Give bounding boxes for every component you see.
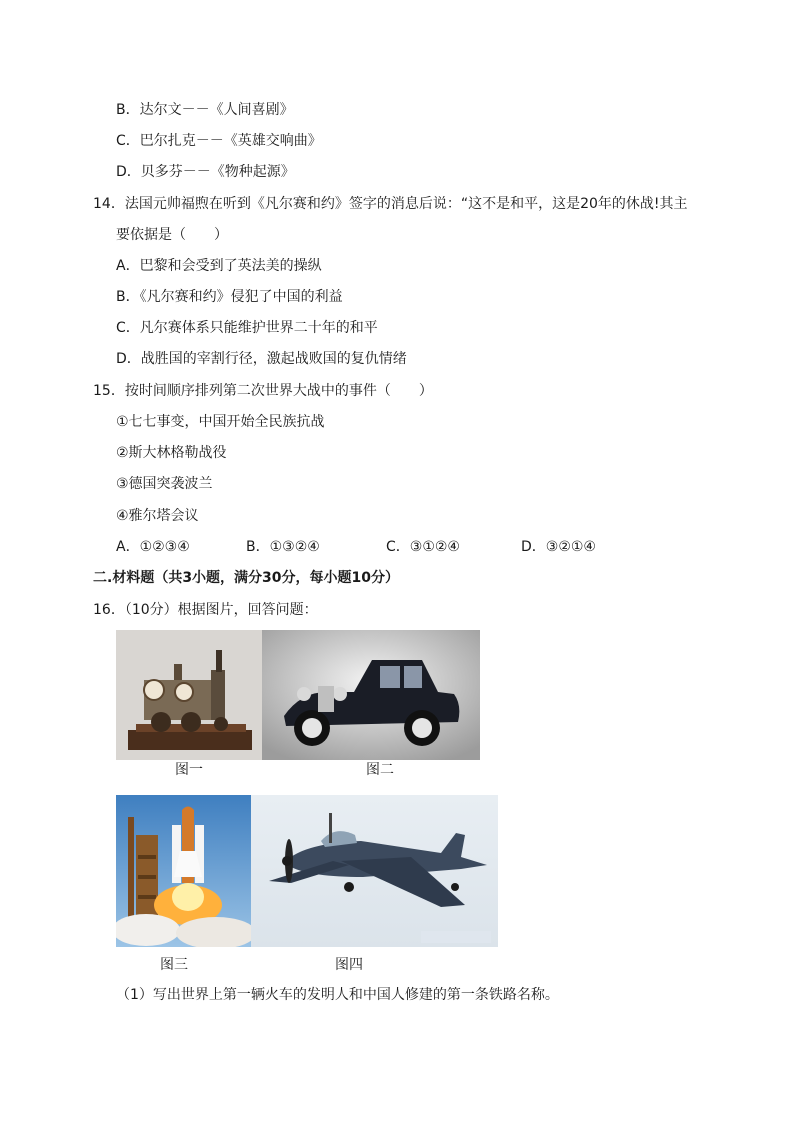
q14-stem-line2: 要依据是（ ） <box>116 227 228 243</box>
figure-1-caption: 图一 <box>175 762 203 778</box>
figure-2-car <box>262 630 480 760</box>
q13-option-d: D．贝多芬－－《物种起源》 <box>116 164 295 180</box>
q16-sub-1: （1）写出世界上第一辆火车的发明人和中国人修建的第一条铁路名称。 <box>116 987 559 1003</box>
figure-4-caption: 图四 <box>335 957 363 973</box>
figure-1-locomotive <box>116 630 262 760</box>
q13-option-c: C．巴尔扎克－－《英雄交响曲》 <box>116 133 322 149</box>
section-title: 二.材料题（共3小题，满分30分，每小题10分） <box>93 570 400 586</box>
q15-item-1: ①七七事变，中国开始全民族抗战 <box>116 414 325 430</box>
q14-stem-line1: 14．法国元帅福煦在听到《凡尔赛和约》签字的消息后说：“这不是和平，这是20年的休战!其主 <box>93 196 688 212</box>
figure-2-caption: 图二 <box>366 762 394 778</box>
q13-option-b: B．达尔文－－《人间喜剧》 <box>116 102 294 118</box>
q14-option-a: A．巴黎和会受到了英法美的操纵 <box>116 258 322 274</box>
q15-option-d: D．③②①④ <box>521 539 596 555</box>
q14-option-b: B．《凡尔赛和约》侵犯了中国的利益 <box>116 289 343 305</box>
q15-option-a: A．①②③④ <box>116 539 190 555</box>
q16-stem: 16．（10分）根据图片，回答问题： <box>93 602 318 618</box>
q15-option-c: C．③①②④ <box>386 539 460 555</box>
q15-item-3: ③德国突袭波兰 <box>116 476 213 492</box>
q15-item-4: ④雅尔塔会议 <box>116 508 199 524</box>
q14-option-d: D．战胜国的宰割行径，激起战败国的复仇情绪 <box>116 351 407 367</box>
figure-4-airplane <box>251 795 498 947</box>
q15-stem: 15．按时间顺序排列第二次世界大战中的事件（ ） <box>93 383 433 399</box>
figure-3-caption: 图三 <box>160 957 188 973</box>
figure-3-shuttle-launch <box>116 795 251 947</box>
q15-item-2: ②斯大林格勒战役 <box>116 445 227 461</box>
q14-option-c: C．凡尔赛体系只能维护世界二十年的和平 <box>116 320 378 336</box>
q15-option-b: B．①③②④ <box>246 539 320 555</box>
